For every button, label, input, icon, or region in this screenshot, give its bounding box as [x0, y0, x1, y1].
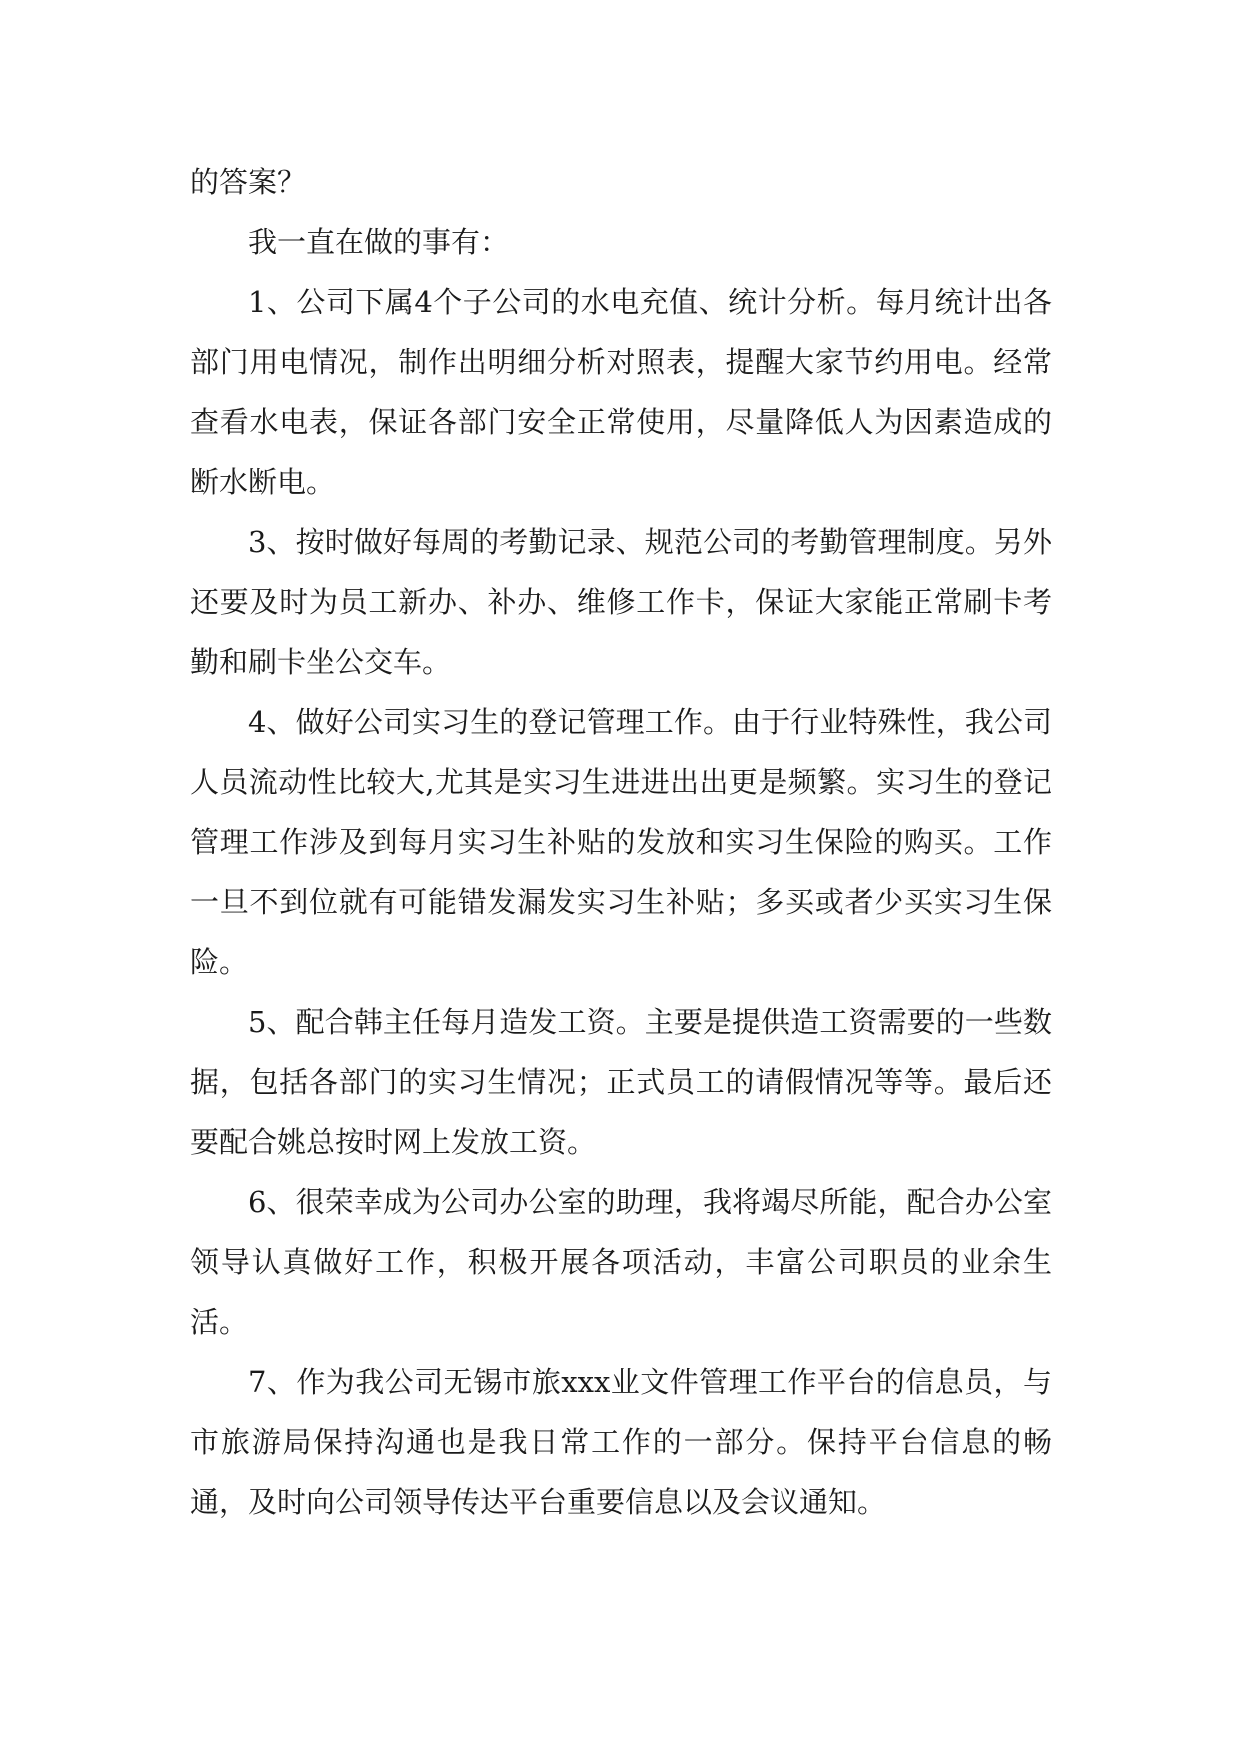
paragraph-intro: 我一直在做的事有：: [248, 225, 510, 259]
paragraph-item-7: 7、作为我公司无锡市旅xxx业文件管理工作平台的信息员，与市旅游局保持沟通也是我日常工作的一部分。保持平台信息的畅通，及时向公司领导传达平台重要信息以及会议通知。: [190, 1365, 1052, 1519]
paragraph-continuation: 的答案？: [190, 165, 307, 199]
paragraph-item-4: 4、做好公司实习生的登记管理工作。由于行业特殊性，我公司人员流动性比较大,尤其是实习生进进出出更是频繁。实习生的登记管理工作涉及到每月实习生补贴的发放和实习生保险的购买。工作一旦不到位就有可能错发漏发实习生补贴；多买或者少买实习生保险。: [190, 705, 1052, 979]
paragraph-item-6: 6、很荣幸成为公司办公室的助理，我将竭尽所能，配合办公室领导认真做好工作，积极开展各项活动，丰富公司职员的业余生活。: [190, 1185, 1052, 1339]
document-body: [190, 152, 1052, 1532]
paragraph-item-1: 1、公司下属4个子公司的水电充值、统计分析。每月统计出各部门用电情况，制作出明细分析对照表，提醒大家节约用电。经常查看水电表，保证各部门安全正常使用，尽量降低人为因素造成的断水断电。: [190, 285, 1052, 499]
paragraph-item-3: 3、按时做好每周的考勤记录、规范公司的考勤管理制度。另外还要及时为员工新办、补办、维修工作卡，保证大家能正常刷卡考勤和刷卡坐公交车。: [190, 525, 1052, 679]
paragraph-item-5: 5、配合韩主任每月造发工资。主要是提供造工资需要的一些数据，包括各部门的实习生情况；正式员工的请假情况等等。最后还要配合姚总按时网上发放工资。: [190, 1005, 1052, 1159]
